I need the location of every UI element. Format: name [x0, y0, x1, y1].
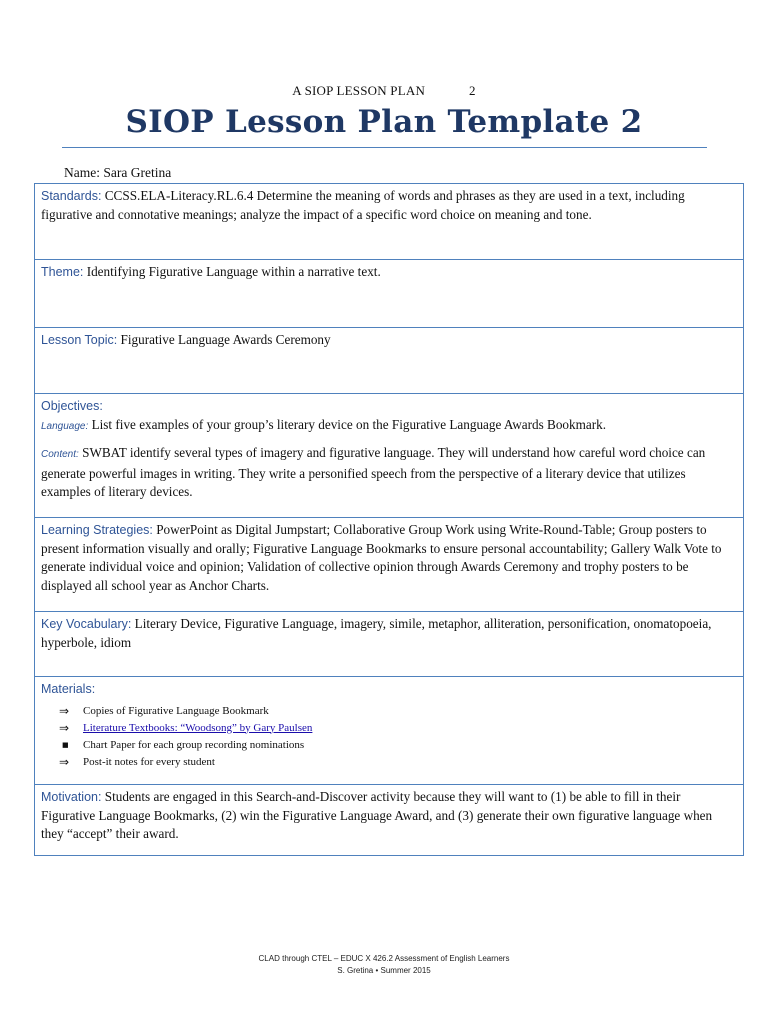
theme-text: Identifying Figurative Language within a narrative text.	[86, 264, 381, 279]
material-text: Chart Paper for each group recording nominations	[83, 738, 305, 751]
standards-text: CCSS.ELA-Literacy.RL.6.4 Determine the meaning of words and phrases as they are used in a text, including figurative and connotative meanings; analyze the impact of a specific word choice on meaning and tone.	[41, 188, 685, 222]
material-text: Copies of Figurative Language Bookmark	[83, 704, 269, 717]
objectives-label: Objectives:	[41, 399, 103, 413]
key-vocabulary-text: Literary Device, Figurative Language, imagery, simile, metaphor, alliteration, personification, onomatopoeia, hyperbole, idiom	[41, 616, 712, 650]
standards-label: Standards:	[41, 189, 102, 203]
arrow-icon: ⇒	[59, 703, 70, 718]
key-vocabulary-row	[35, 612, 743, 677]
list-item	[59, 703, 737, 720]
motivation-row	[35, 785, 743, 855]
content-objective-text: SWBAT identify several types of imagery and figurative language. They will understand how careful word choice can generate powerful images in writing. They write a personified speech from the perspective of a literary device that utilizes examples of literary devices.	[41, 445, 706, 499]
lesson-topic-row	[35, 328, 743, 394]
running-head	[0, 83, 768, 99]
language-objective	[41, 416, 737, 437]
list-item	[59, 737, 737, 754]
learning-strategies-label: Learning Strategies:	[41, 523, 153, 537]
lesson-topic-label: Lesson Topic:	[41, 333, 118, 347]
square-bullet-icon: ■	[62, 740, 69, 749]
theme-row	[35, 260, 743, 328]
name-line: Name: Sara Gretina	[64, 165, 172, 180]
arrow-icon: ⇒	[59, 720, 70, 735]
materials-row	[35, 677, 743, 785]
arrow-icon: ⇒	[59, 754, 70, 769]
content-objective-label: Content:	[41, 449, 79, 460]
motivation-label: Motivation:	[41, 790, 102, 804]
list-item	[59, 754, 737, 771]
lesson-topic-text: Figurative Language Awards Ceremony	[120, 332, 331, 347]
materials-label: Materials:	[41, 682, 96, 696]
document-title: SIOP Lesson Plan Template 2	[125, 104, 643, 140]
material-text: Post-it notes for every student	[83, 755, 215, 768]
learning-strategies-row	[35, 518, 743, 612]
language-objective-text: List five examples of your group’s literary device on the Figurative Language Awards Bookmark.	[91, 416, 607, 432]
page-footer	[0, 953, 768, 977]
page-number: 2	[469, 83, 476, 98]
content-objective	[41, 444, 737, 502]
key-vocabulary-label: Key Vocabulary:	[41, 617, 132, 631]
theme-label: Theme:	[41, 265, 84, 279]
running-title: A SIOP LESSON PLAN	[292, 83, 426, 98]
language-objective-label: Language:	[41, 420, 89, 432]
list-item	[59, 720, 737, 737]
footer-course-line: CLAD through CTEL – EDUC X 426.2 Assessment of English Learners	[258, 954, 510, 963]
learning-strategies-text: PowerPoint as Digital Jumpstart; Collaborative Group Work using Write-Round-Table; Group posters to present information visually and orally; Figurative Language Bookmarks to ensure personal accountability; Gallery Walk Vote to generate individual voice and opinion; Validation of collective opinion through Awards Ceremony and trophy posters to be displayed all school year as Anchor Charts.	[41, 522, 722, 593]
title-divider	[62, 147, 707, 148]
footer-author-line: S. Gretina • Summer 2015	[337, 966, 431, 975]
motivation-text: Students are engaged in this Search-and-Discover activity because they will want to (1) be able to fill in their Figurative Language Bookmarks, (2) win the Figurative Language Award, and (3) generate their own figurative language when they “accept” their award.	[41, 789, 713, 841]
lesson-plan-table	[34, 183, 744, 856]
objectives-row	[35, 394, 743, 518]
textbook-link[interactable]: Literature Textbooks: “Woodsong” by Gary Paulsen	[83, 721, 313, 734]
materials-list	[59, 703, 737, 771]
standards-row	[35, 184, 743, 260]
